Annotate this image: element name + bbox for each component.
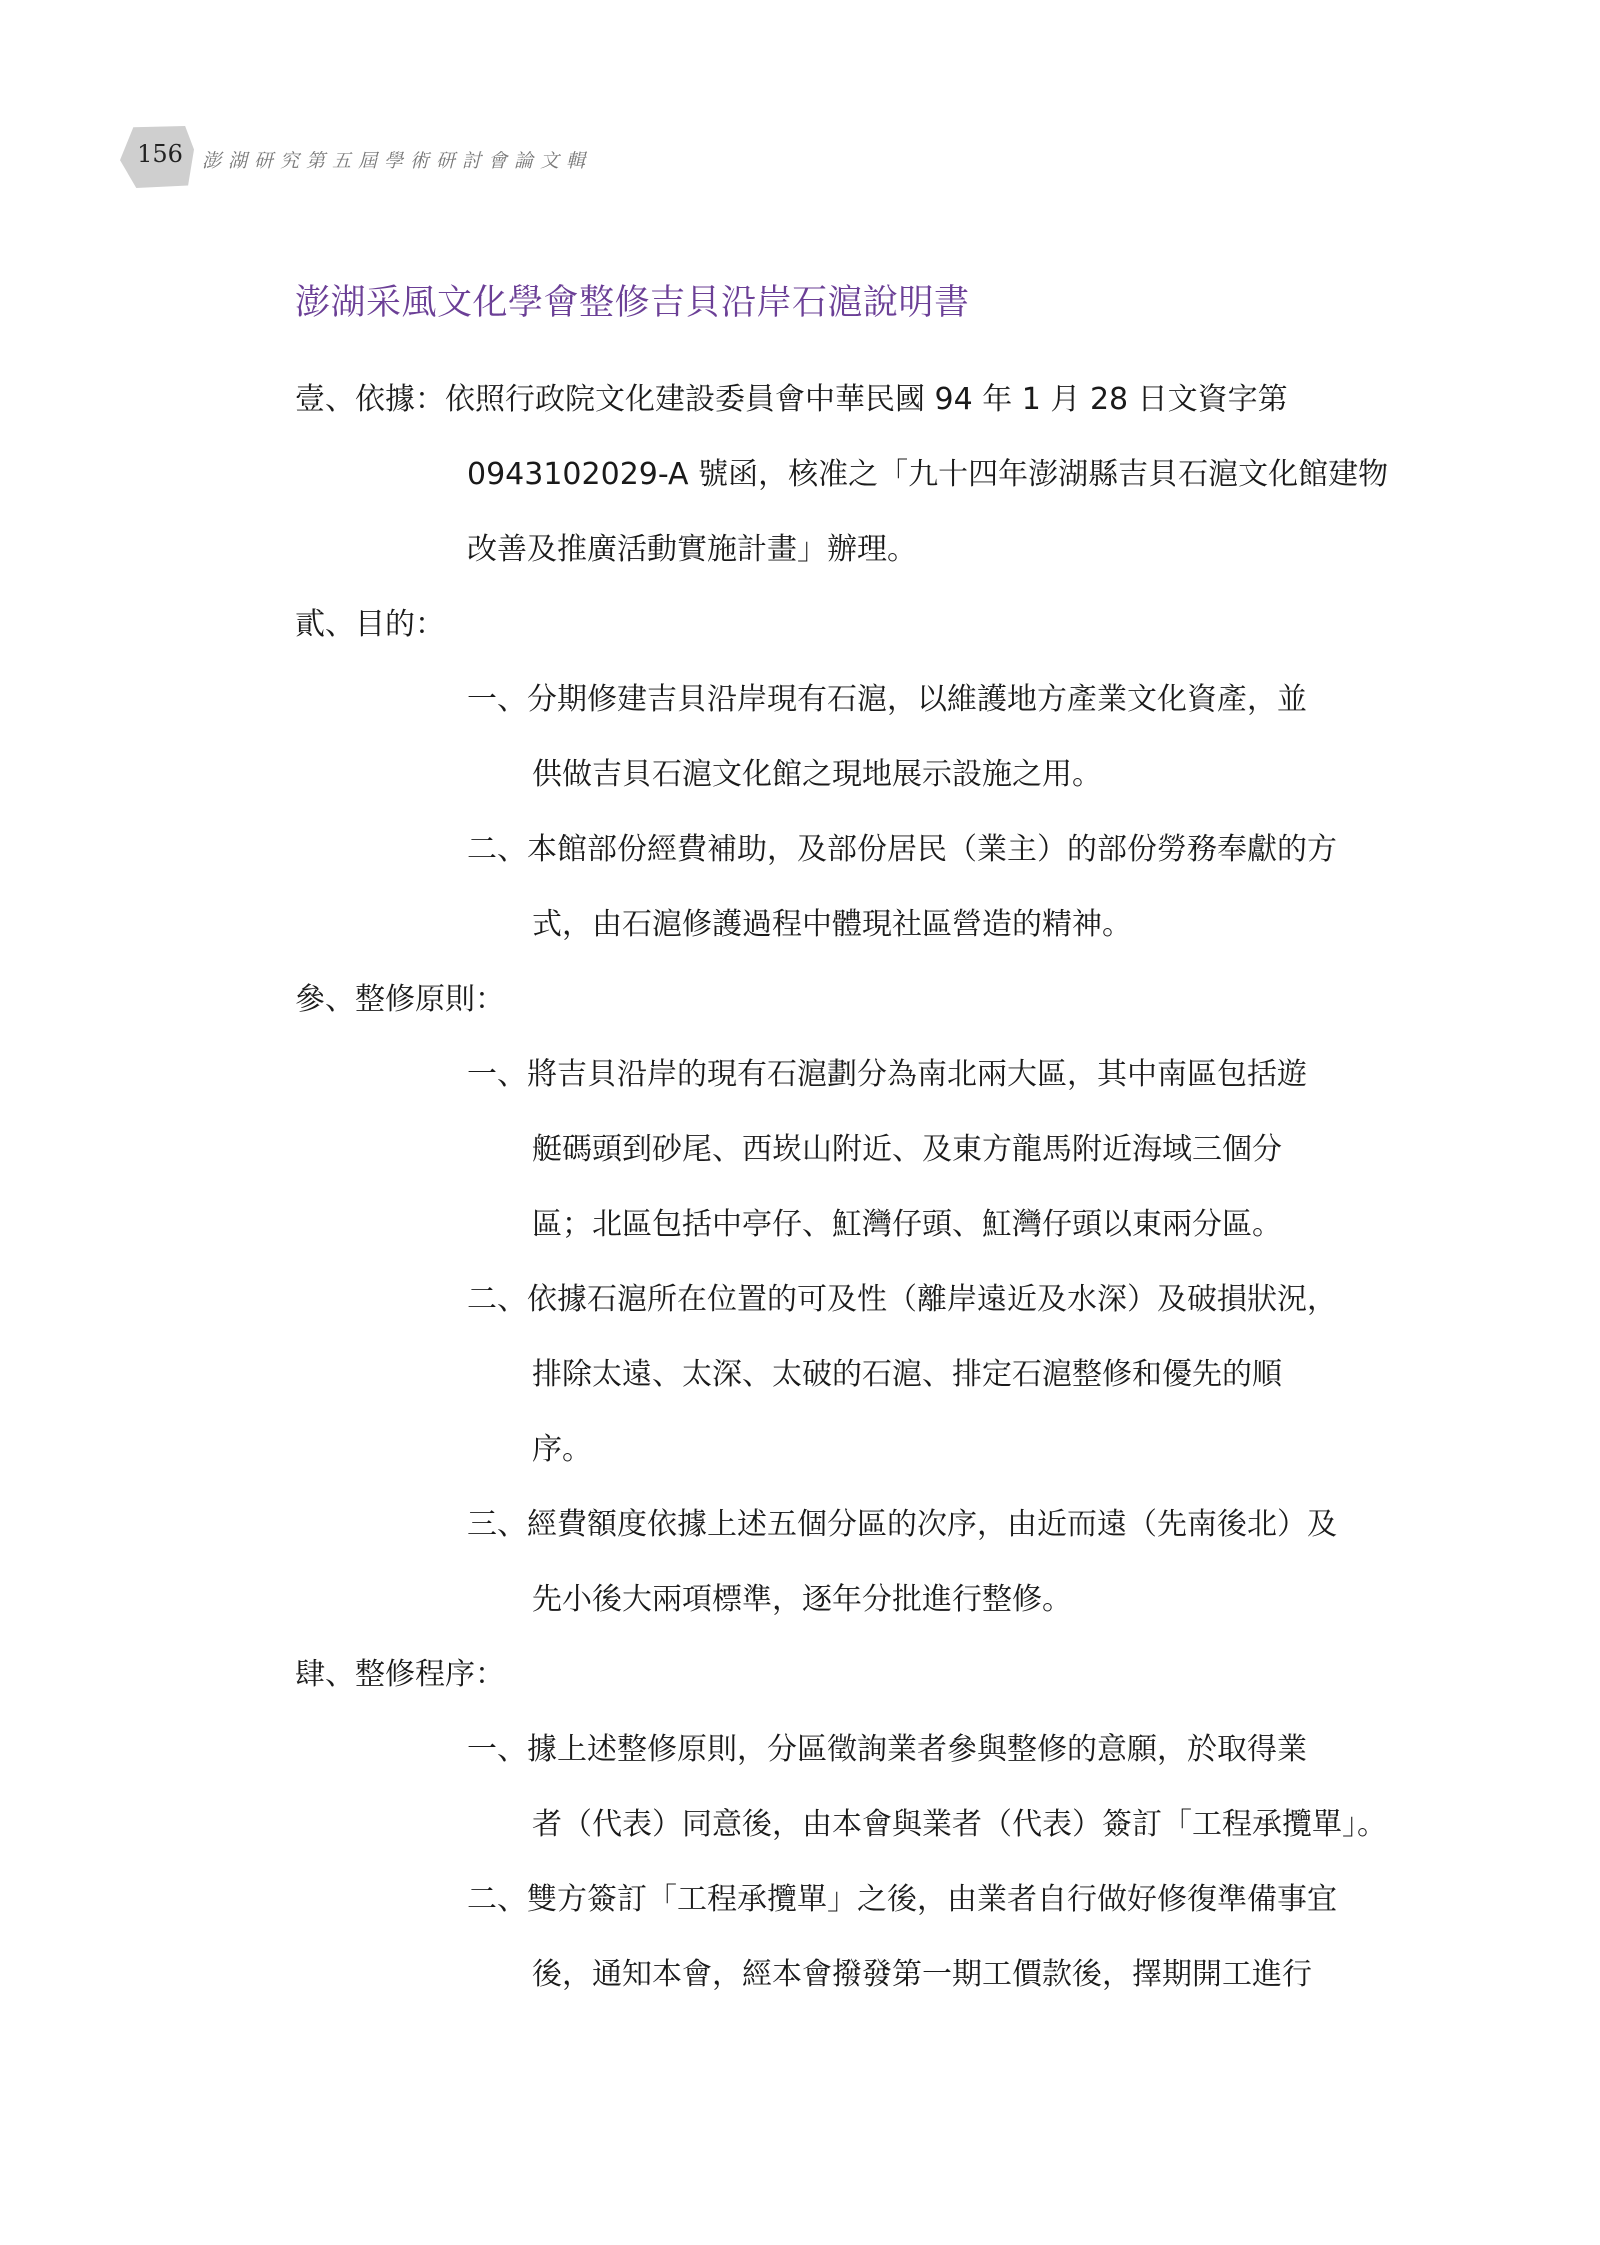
section-4-item: 一、據上述整修原則，分區徵詢業者參與整修的意願，於取得業	[467, 1732, 1307, 1767]
document-title: 澎湖采風文化學會整修吉貝沿岸石滬說明書	[295, 283, 970, 323]
section-2-item: 二、本館部份經費補助，及部份居民（業主）的部份勞務奉獻的方	[467, 832, 1337, 867]
section-3-item-continuation: 序。	[532, 1432, 592, 1467]
section-4-heading: 肆、整修程序：	[295, 1657, 505, 1692]
section-3-item-continuation: 先小後大兩項標準，逐年分批進行整修。	[532, 1582, 1072, 1617]
section-1-line: 0943102029-A 號函，核准之「九十四年澎湖縣吉貝石滬文化館建物	[467, 457, 1389, 492]
section-4-item-continuation: 者（代表）同意後，由本會與業者（代表）簽訂「工程承攬單」。	[532, 1807, 1387, 1842]
section-1-basis: 壹、依據：依照行政院文化建設委員會中華民國 94 年 1 月 28 日文資字第	[295, 382, 1288, 417]
section-3-item: 一、將吉貝沿岸的現有石滬劃分為南北兩大區，其中南區包括遊	[467, 1057, 1307, 1092]
page-header	[120, 126, 820, 190]
section-3-heading: 參、整修原則：	[295, 982, 505, 1017]
section-3-item-continuation: 排除太遠、太深、太破的石滬、排定石滬整修和優先的順	[532, 1357, 1282, 1392]
section-2-item-continuation: 式，由石滬修護過程中體現社區營造的精神。	[532, 907, 1132, 942]
section-2-item-continuation: 供做吉貝石滬文化館之現地展示設施之用。	[532, 757, 1102, 792]
page-number: 156	[137, 140, 183, 168]
section-1-line: 改善及推廣活動實施計畫」辦理。	[467, 532, 917, 567]
running-title: 澎湖研究第五屆學術研討會論文輯	[202, 150, 593, 172]
section-2-item: 一、分期修建吉貝沿岸現有石滬，以維護地方產業文化資產，並	[467, 682, 1307, 717]
section-4-item-continuation: 後，通知本會，經本會撥發第一期工價款後，擇期開工進行	[532, 1957, 1312, 1992]
section-3-item-continuation: 艇碼頭到砂尾、西崁山附近、及東方龍馬附近海域三個分	[532, 1132, 1282, 1167]
section-2-heading: 貳、目的：	[295, 607, 445, 642]
section-3-item: 二、依據石滬所在位置的可及性（離岸遠近及水深）及破損狀況，	[467, 1282, 1337, 1317]
section-3-item-continuation: 區；北區包括中亭仔、魟灣仔頭、魟灣仔頭以東兩分區。	[532, 1207, 1282, 1242]
section-3-item: 三、經費額度依據上述五個分區的次序，由近而遠（先南後北）及	[467, 1507, 1337, 1542]
section-4-item: 二、雙方簽訂「工程承攬單」之後，由業者自行做好修復準備事宜	[467, 1882, 1337, 1917]
